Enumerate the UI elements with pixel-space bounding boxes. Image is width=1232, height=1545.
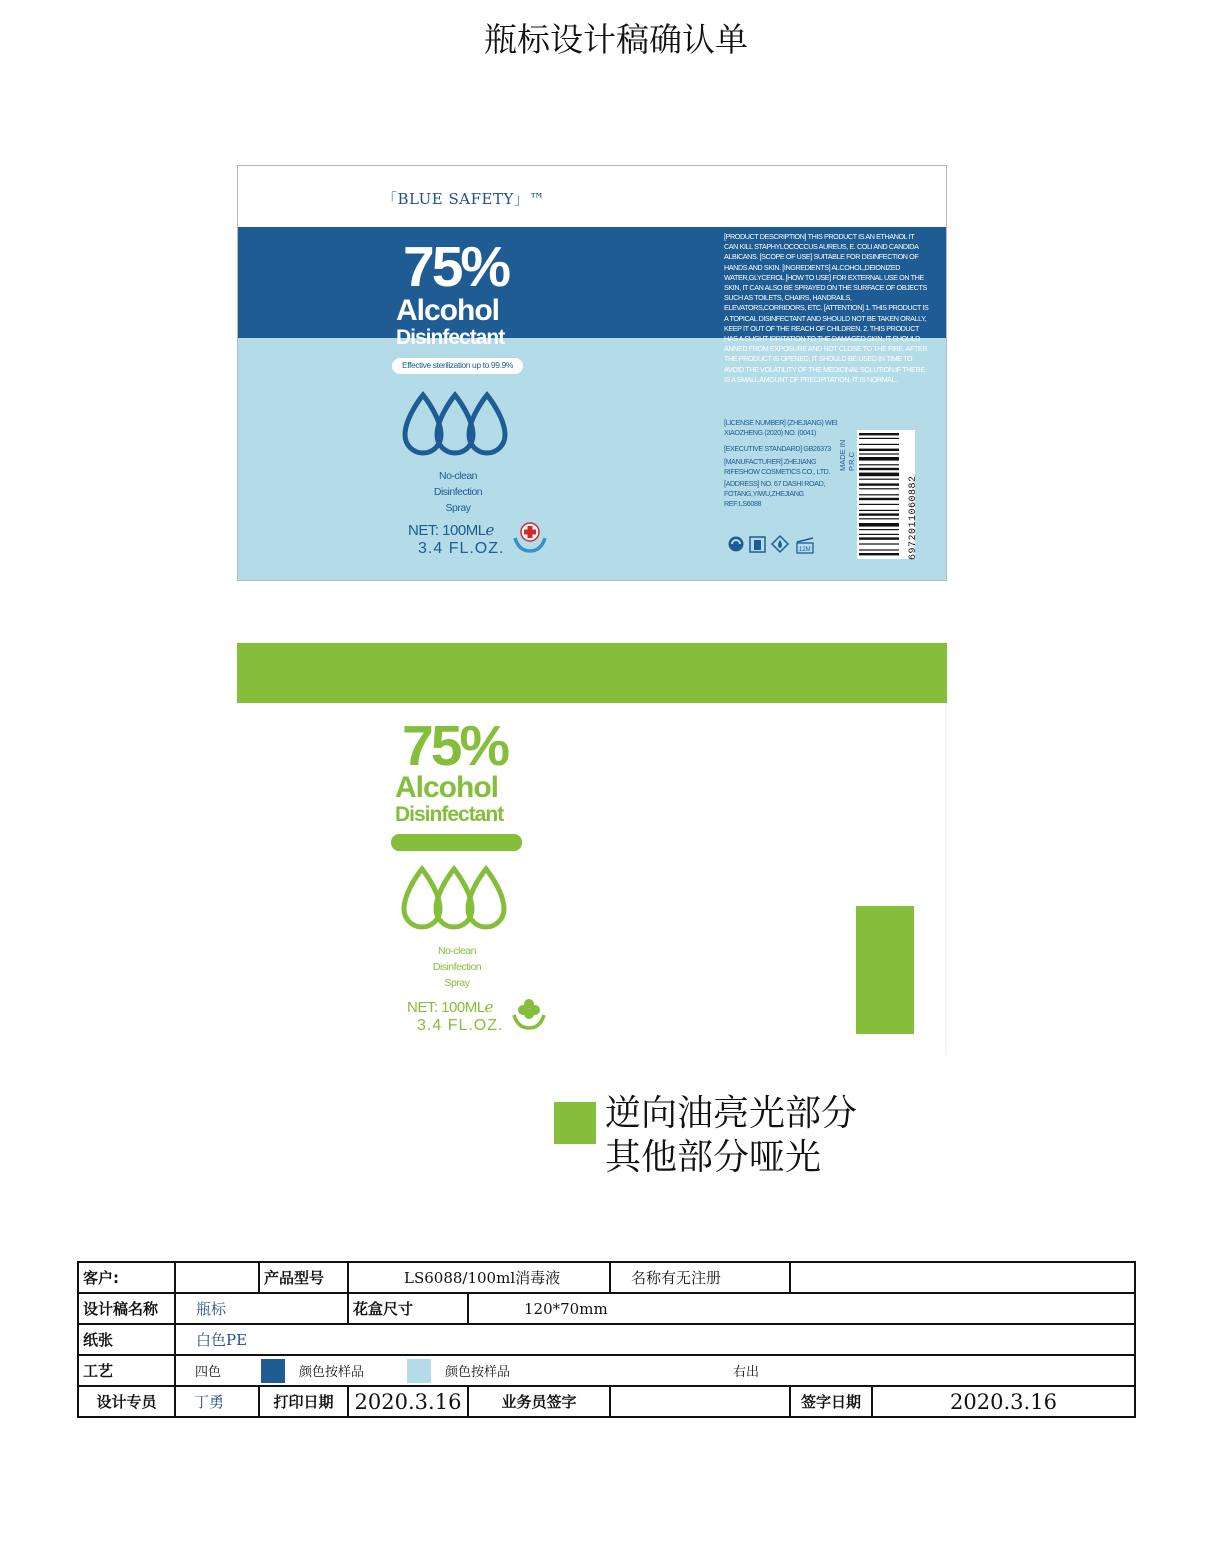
- table-row: [78, 1386, 1135, 1417]
- symbol-icons-row: [727, 534, 819, 554]
- table-row: [78, 1293, 1135, 1324]
- blue-label-artwork: [237, 165, 947, 581]
- made-in-text: MADE IN P.R.C: [838, 439, 856, 471]
- barcode-icon: [859, 433, 907, 556]
- salesman-sign-value: [610, 1386, 790, 1417]
- designer-label: 设计专员: [78, 1386, 175, 1417]
- green-varnish-label-artwork: [237, 643, 947, 1055]
- cross-hands-icon: [511, 999, 547, 1031]
- barcode-number: 6972011060882: [908, 475, 919, 560]
- print-date-value: 2020.3.16: [348, 1386, 468, 1417]
- reference: REF:LS6088: [724, 499, 762, 509]
- sign-date-value: 2020.3.16: [872, 1386, 1135, 1417]
- product-registration-info: [724, 418, 849, 510]
- customer-value: [175, 1262, 259, 1293]
- label-top-white-area: [238, 166, 947, 227]
- swatch-label-blue: 颜色按样品: [299, 1365, 365, 1380]
- sign-date-label: 签字日期: [790, 1386, 872, 1417]
- dark-blue-swatch: [261, 1359, 285, 1383]
- spray-line: Spray: [444, 977, 470, 989]
- box-size-value: 120*70mm: [468, 1293, 1135, 1324]
- salesman-sign-label: 业务员签字: [468, 1386, 610, 1417]
- product-description: [PRODUCT DESCRIPTION] THIS PRODUCT IS AN ETHANOL IT CAN KILL STAPHYLOCOCCUS AUREUS, E. COLI AND CANDIDA ALBICANS. [SCOPE OF USE] SUITABLE FOR DISINFECTION OF HANDS AND SKIN. [INGREDIENTS] ALCOHOL,DEIONIZED WATER,GLYCEROL [HOW TO USE] FOR EXTERNAL USE ON THE SKIN, IT CAN ALSO BE SPRAYED ON THE SURFACE OF OBJECTS SUCH AS TOILETS, CHAIRS, HANDRAILS, ELEVATORS,CORRIDORS, ETC. [ATTENTION] 1. THIS PRODUCT IS A TOPICAL DISINFECTANT AND SHOULD NOT BE TAKEN ORALLY, KEEP IT OUT OF THE REACH OF CHILDREN. 2. THIS PRODUCT HAS A SLIGHT IRRITATION TO THE DAMAGED SKIN, IT SHOULD ANNED FROM EXPOSURE AND NOT CLOSE TO THE FIRE. AFTER THE PRODUCT IS OPENED, IT SHOULD BE USED IN TIME TO AVOID THE VOLATILITY OF THE MEDICINAL SOLUTION.IF THERE IS A SMALL AMOUNT OF PRECIPITATION, IT IS NORMAL.: [724, 232, 929, 384]
- license-number: [LICENSE NUMBER] (ZHEJIANG) WEI XIAOZHENG (2020) NO. (0041): [724, 418, 838, 438]
- executive-standard: [EXECUTIVE STANDARD] GB26373: [724, 444, 831, 454]
- box-size-label: 花盒尺寸: [348, 1293, 468, 1324]
- process-value: [175, 1355, 1135, 1386]
- barcode-box: [857, 430, 915, 559]
- model-value: LS6088/100ml消毒液: [348, 1262, 610, 1293]
- table-row: [78, 1324, 1135, 1355]
- 12m-open-jar-icon: [797, 538, 813, 553]
- sterilization-pill-text: Effective sterilization up to 99.9%: [401, 360, 514, 370]
- alcohol-text: Alcohol: [396, 294, 499, 327]
- page-title: 瓶标设计稿确认单: [484, 20, 748, 59]
- green-pill: [391, 834, 522, 851]
- right-out-text: 右出: [733, 1365, 760, 1380]
- designer-value: 丁勇: [175, 1386, 259, 1417]
- water-drops-icon: [398, 391, 518, 461]
- net-volume: NET: 100MLℯ: [408, 522, 494, 539]
- confirmation-table: [77, 1261, 1136, 1418]
- net-volume: NET: 100MLℯ: [407, 999, 493, 1016]
- paper-label: 纸张: [78, 1324, 175, 1355]
- manufacturer: [MANUFACTURER] ZHEJIANG RIFESHOW COSMETICS CO., LTD.: [724, 456, 831, 476]
- process-label: 工艺: [78, 1355, 175, 1386]
- table-row: [78, 1355, 1135, 1386]
- flammable-icon: [772, 536, 788, 552]
- legend-matte-text: 其他部分哑光: [605, 1137, 822, 1178]
- label-right-edge: [945, 703, 947, 1055]
- alcohol-text: Alcohol: [395, 771, 498, 804]
- model-label: 产品型号: [259, 1262, 348, 1293]
- disinfection-line: Disinfection: [433, 486, 483, 498]
- customer-label: 客户:: [78, 1262, 175, 1293]
- empty-cell: [790, 1262, 1135, 1293]
- no-clean-line: No-clean: [437, 945, 477, 957]
- percent-text: 75%: [402, 714, 508, 778]
- design-name-value: 瓶标: [175, 1293, 348, 1324]
- name-registration: 名称有无注册: [610, 1262, 790, 1293]
- spray-line: Spray: [445, 502, 471, 514]
- barcode-area-varnish: [856, 906, 914, 1034]
- brand-name: 「BLUE SAFETY」™: [382, 190, 545, 208]
- fluid-ounces: 3.4 FL.OZ.: [417, 1017, 504, 1034]
- design-name-label: 设计稿名称: [78, 1293, 175, 1324]
- recycle-icon: [729, 537, 744, 552]
- legend-gloss-text: 逆向油亮光部分: [605, 1093, 858, 1134]
- disinfection-line: Disinfection: [432, 961, 482, 973]
- medical-cross-hands-icon: [512, 522, 548, 554]
- fluid-ounces: 3.4 FL.OZ.: [418, 540, 505, 557]
- trash-bin-icon: [750, 537, 765, 552]
- no-clean-text: [407, 943, 507, 991]
- print-date-label: 打印日期: [259, 1386, 348, 1417]
- swatch-label-light: 颜色按样品: [445, 1365, 511, 1380]
- disinfectant-text: Disinfectant: [396, 326, 505, 349]
- green-band: [237, 643, 947, 703]
- paper-value: 白色PE: [175, 1324, 1135, 1355]
- four-color-text: 四色: [195, 1365, 222, 1380]
- address: [ADDRESS] NO. 67 DASHI ROAD, FOTANG,YIWU,ZHEJIANG: [724, 479, 826, 499]
- svg-text:12M: 12M: [799, 547, 811, 553]
- table-row: [78, 1262, 1135, 1293]
- legend-green-swatch: [554, 1102, 596, 1144]
- disinfectant-text: Disinfectant: [395, 803, 504, 826]
- no-clean-line: No-clean: [438, 470, 478, 482]
- water-drops-icon: [397, 865, 517, 935]
- no-clean-text: [408, 468, 508, 516]
- light-blue-swatch: [407, 1359, 431, 1383]
- percent-text: 75%: [403, 235, 509, 299]
